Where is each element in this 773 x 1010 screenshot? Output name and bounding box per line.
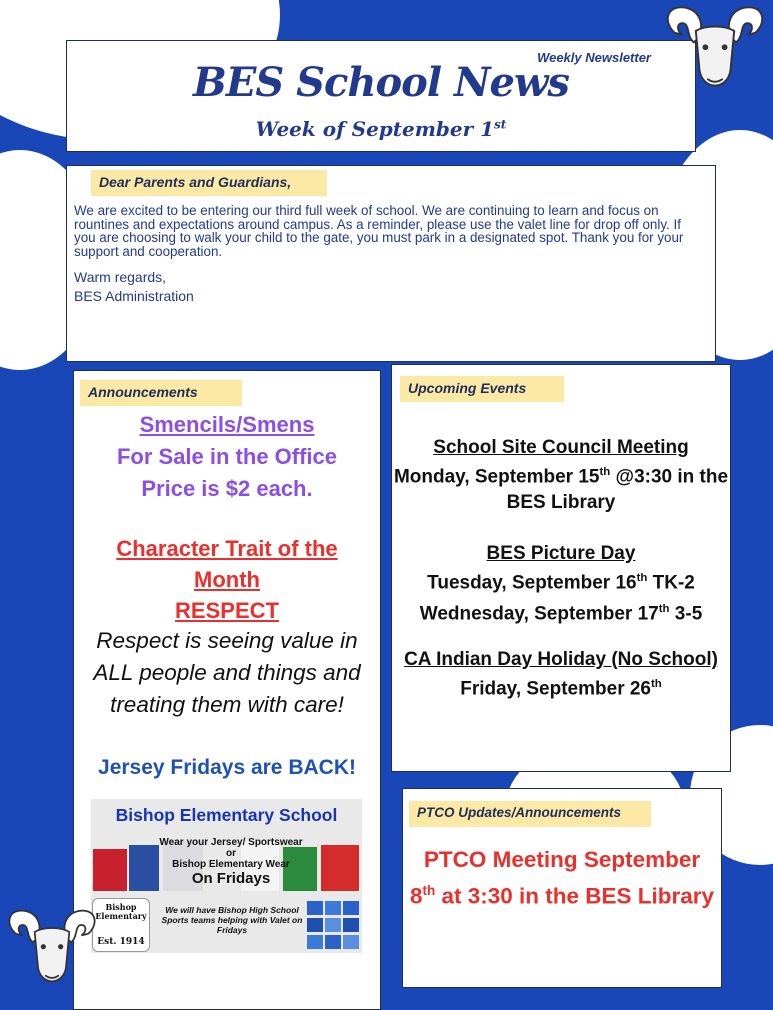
week-text: Week of September 1 bbox=[255, 117, 495, 141]
bishop-logo-name: Bishop Elementary bbox=[95, 902, 147, 921]
event-1-details: Monday, September 15th @3:30 in the BES Library bbox=[393, 466, 729, 514]
event-2-line2: Wednesday, September 17th 3-5 bbox=[419, 603, 703, 625]
ptco-tag: PTCO Updates/Announcements bbox=[409, 801, 651, 827]
week-sup: st bbox=[494, 117, 507, 132]
jersey-fridays: Jersey Fridays are BACK! bbox=[98, 756, 356, 779]
poster-line2: or bbox=[226, 848, 236, 859]
event-1 bbox=[392, 437, 730, 516]
events-tag: Upcoming Events bbox=[400, 376, 564, 402]
ptco-meeting: PTCO Meeting September 8th at 3:30 in the BES Library bbox=[409, 847, 715, 909]
event-2-line1: Tuesday, September 16th TK-2 bbox=[427, 572, 695, 594]
header-box bbox=[66, 40, 696, 152]
trait-value: RESPECT bbox=[175, 598, 279, 623]
smencils-block bbox=[74, 409, 380, 505]
events-box bbox=[391, 364, 731, 772]
bishop-logo-est: Est. 1914 bbox=[97, 937, 145, 947]
trait-title: Character Trait of the Month bbox=[116, 536, 338, 592]
ptco-box bbox=[402, 788, 722, 988]
smencils-line2: Price is $2 each. bbox=[141, 476, 313, 501]
letter-closing: Warm regards, bbox=[74, 269, 167, 285]
poster-line4: On Fridays bbox=[191, 870, 271, 887]
announcements-tag: Announcements bbox=[80, 380, 242, 406]
poster-text bbox=[141, 837, 321, 887]
poster-school: Bishop Elementary School bbox=[115, 805, 338, 825]
trait-text: Respect is seeing value in ALL people and things and treating them with care! bbox=[93, 628, 361, 717]
letter-tag: Dear Parents and Guardians, bbox=[91, 170, 327, 196]
smencils-title: Smencils/Smens bbox=[139, 412, 315, 437]
letter-box bbox=[66, 165, 716, 362]
poster-line1: Wear your Jersey/ Sportswear bbox=[159, 837, 303, 848]
event-1-title: School Site Council Meeting bbox=[433, 437, 689, 458]
event-3 bbox=[392, 649, 730, 702]
event-3-details: Friday, September 26th bbox=[460, 678, 662, 700]
page-title: BES School News bbox=[193, 59, 569, 106]
smencils-line1: For Sale in the Office bbox=[116, 444, 338, 469]
event-2-title: BES Picture Day bbox=[486, 543, 636, 564]
poster-line3: Bishop Elementary Wear bbox=[172, 859, 290, 870]
event-2 bbox=[392, 543, 730, 628]
poster-line5: We will have Bishop High School Sports teams helping with Valet on Fridays bbox=[161, 905, 303, 935]
weekly-newsletter-label: Weekly Newsletter bbox=[537, 50, 651, 65]
poster-thumbnails bbox=[307, 901, 361, 951]
trait-block bbox=[94, 533, 360, 626]
week-subtitle bbox=[67, 117, 695, 141]
ram-mascot-icon bbox=[0, 905, 104, 997]
letter-body: We are excited to be entering our third full week of school. We are continuing to learn and focus on rountines and expectations around campus. As a reminder, please use the valet line for drop off only. If you are choosing to walk your child to the gate, you must park in a designated spot. Thank you for your support and cooperation. bbox=[74, 203, 684, 259]
ram-mascot-icon bbox=[657, 4, 773, 100]
letter-signature: BES Administration bbox=[74, 288, 194, 304]
event-3-title: CA Indian Day Holiday (No School) bbox=[404, 649, 718, 670]
